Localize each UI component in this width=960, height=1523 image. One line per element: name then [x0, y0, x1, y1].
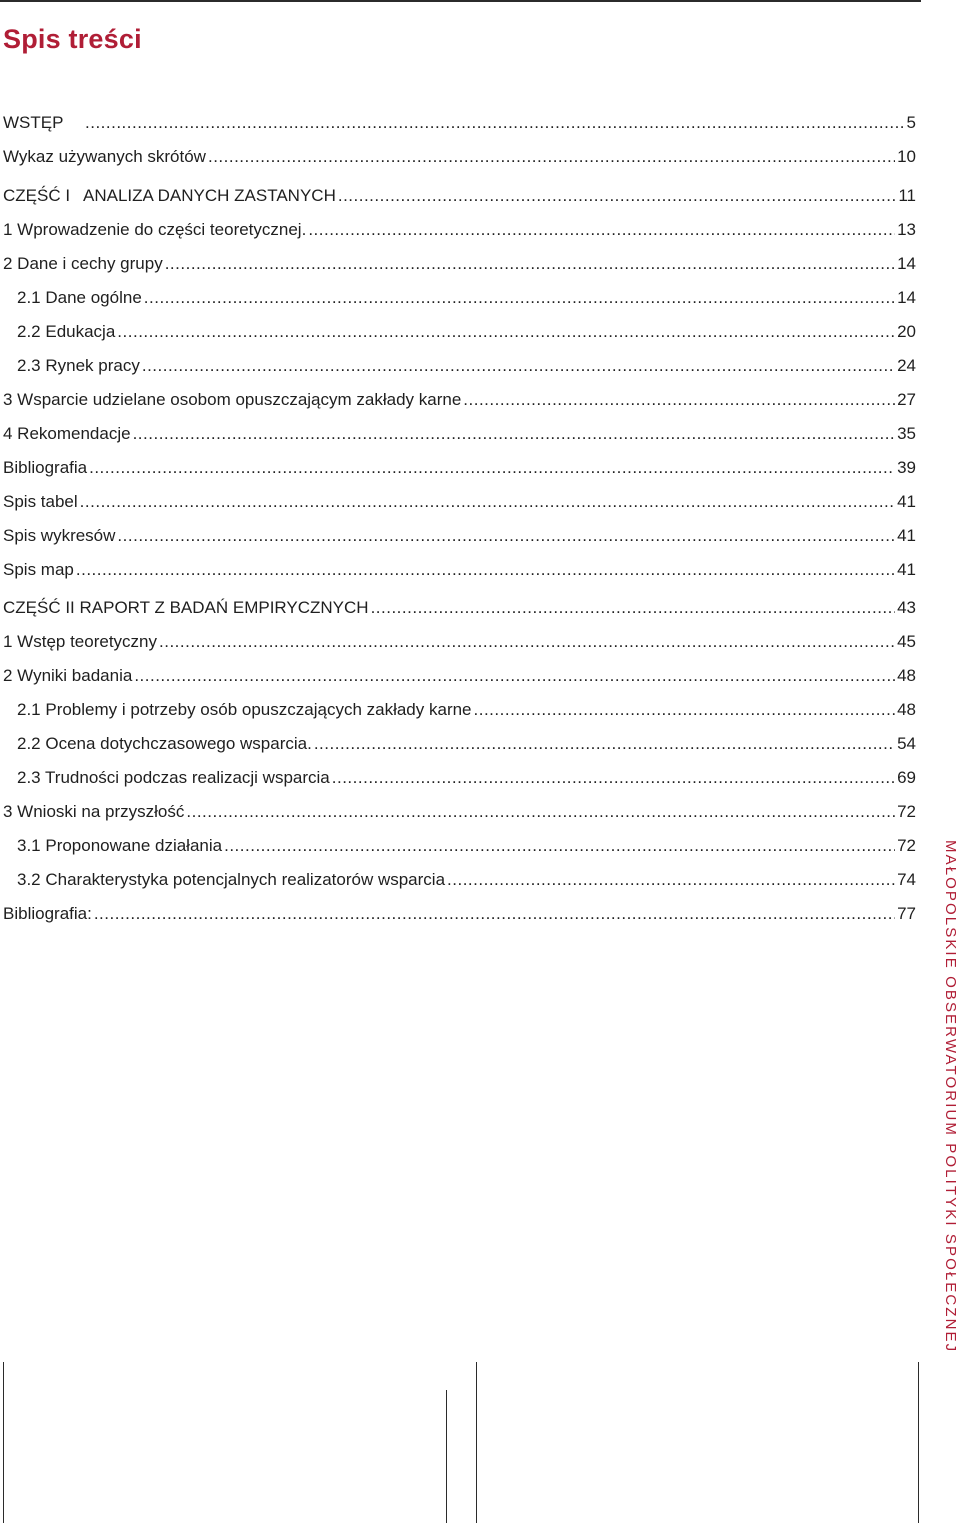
toc-entry-label	[17, 320, 115, 344]
toc-page-number: 41	[897, 492, 916, 511]
toc-dot-leader	[224, 834, 895, 858]
toc-entry-label	[17, 732, 312, 756]
toc-entry-text: 2.1 Dane ogólne	[17, 288, 142, 307]
toc-entry-label	[3, 800, 184, 824]
toc-dot-leader	[133, 422, 896, 446]
toc-dot-leader	[94, 902, 895, 926]
toc-entry[interactable]	[17, 732, 916, 756]
toc-entry-text: CZĘŚĆ II RAPORT Z BADAŃ EMPIRYCZNYCH	[3, 598, 369, 617]
toc-page-number: 45	[897, 632, 916, 651]
toc-page-number: 41	[897, 526, 916, 545]
toc-dot-leader	[117, 320, 895, 344]
toc-entry-label	[17, 766, 330, 790]
toc-entry-label	[3, 558, 74, 582]
toc-entry-label	[17, 698, 472, 722]
toc-dot-leader	[134, 664, 895, 688]
toc-entry[interactable]	[3, 630, 916, 654]
toc-dot-leader	[89, 456, 895, 480]
toc-entry[interactable]	[3, 800, 916, 824]
toc-entry-label	[3, 388, 461, 412]
toc-entry-text: 2.3 Trudności podczas realizacji wsparcia	[17, 768, 330, 787]
toc-dot-leader	[85, 111, 905, 135]
toc-entry-label	[3, 902, 92, 926]
toc-entry-text: 3 Wnioski na przyszłość	[3, 802, 185, 821]
toc-entry-label	[3, 111, 83, 135]
toc-dot-leader	[76, 558, 895, 582]
toc-entry[interactable]	[17, 320, 916, 344]
toc-page-number: 35	[897, 424, 916, 443]
toc-page-number: 74	[897, 870, 916, 889]
toc-dot-leader	[142, 354, 895, 378]
toc-entry[interactable]	[17, 698, 916, 722]
toc-page-number: 27	[897, 390, 916, 409]
toc-entry-label	[3, 184, 336, 208]
toc-dot-leader	[474, 698, 896, 722]
toc-entry[interactable]	[17, 834, 916, 858]
toc-entry-text: Spis map	[3, 560, 74, 579]
toc-entry[interactable]	[3, 218, 916, 242]
toc-dot-leader	[371, 596, 896, 620]
toc-entry-text: 3.2 Charakterystyka potencjalnych realizatorów wsparcia	[17, 870, 446, 889]
toc-entry-label	[3, 252, 163, 276]
toc-dot-leader	[332, 766, 895, 790]
toc-page-number: 5	[906, 113, 916, 132]
toc-entry[interactable]	[3, 596, 916, 620]
toc-entry[interactable]	[3, 422, 916, 446]
toc-entry-text: 2.3 Rynek pracy	[17, 356, 140, 375]
toc-entry-label	[17, 354, 140, 378]
toc-entry[interactable]	[17, 354, 916, 378]
toc-page-number: 13	[897, 220, 916, 239]
side-caption: MAŁOPOLSKIE OBSERWATORIUM POLITYKI SPOŁECZNEJ	[942, 840, 959, 1354]
toc-dot-leader	[463, 388, 895, 412]
toc-entry[interactable]	[17, 766, 916, 790]
toc-entry-label	[3, 664, 132, 688]
toc-entry-label	[17, 286, 142, 310]
toc-entry-label	[3, 422, 131, 446]
toc-dot-leader	[208, 145, 895, 169]
toc-page-number: 43	[897, 598, 916, 617]
toc-page-number: 14	[897, 254, 916, 273]
toc-entry-text: 1 Wprowadzenie do części teoretycznej.	[3, 220, 307, 239]
toc-entry-text: 4 Rekomendacje	[3, 424, 131, 443]
crop-mark-left	[3, 1362, 4, 1523]
toc-entry-label	[3, 490, 78, 514]
toc-entry[interactable]	[3, 664, 916, 688]
toc-page-number: 69	[897, 768, 916, 787]
toc-dot-leader	[80, 490, 895, 514]
toc-dot-leader	[338, 184, 897, 208]
toc-entry[interactable]	[3, 388, 916, 412]
toc-dot-leader	[314, 732, 895, 756]
toc-entry-text: ANALIZA DANYCH ZASTANYCH	[83, 186, 336, 205]
toc-dot-leader	[159, 630, 895, 654]
toc-entry-text: 2 Wyniki badania	[3, 666, 133, 685]
toc-entry[interactable]	[17, 286, 916, 310]
toc-dot-leader	[308, 218, 895, 242]
toc-page-number: 72	[897, 802, 916, 821]
crop-mark-left-inner	[446, 1390, 447, 1523]
toc-entry-label	[3, 630, 157, 654]
toc-entry-label	[17, 868, 445, 892]
toc-dot-leader	[117, 524, 895, 548]
toc-entry-label	[3, 218, 306, 242]
toc-page-number: 77	[897, 904, 916, 923]
toc-dot-leader	[144, 286, 895, 310]
page-title: Spis treści	[3, 24, 142, 54]
toc-page-number: 54	[897, 734, 916, 753]
toc-entry[interactable]	[3, 524, 916, 548]
toc-entry-label	[3, 456, 87, 480]
toc-entry[interactable]	[3, 902, 916, 926]
toc-entry-label	[17, 834, 222, 858]
toc-dot-leader	[186, 800, 895, 824]
toc-page-number: 14	[897, 288, 916, 307]
crop-mark-right	[918, 1362, 919, 1523]
table-of-contents	[3, 0, 916, 1000]
toc-entry-label	[3, 596, 369, 620]
toc-entry[interactable]	[3, 490, 916, 514]
toc-entry-prefix: CZĘŚĆ I	[3, 186, 71, 205]
toc-entry[interactable]	[3, 252, 916, 276]
toc-page-number: 24	[897, 356, 916, 375]
toc-entry[interactable]	[3, 145, 916, 169]
toc-entry-text: 2.2 Edukacja	[17, 322, 116, 341]
toc-entry-text: 2.1 Problemy i potrzeby osób opuszczających zakłady karne	[17, 700, 472, 719]
toc-page-number: 11	[898, 186, 916, 205]
toc-dot-leader	[165, 252, 895, 276]
toc-entry-text: Bibliografia:	[3, 904, 92, 923]
toc-page-number: 41	[897, 560, 916, 579]
toc-entry-text: Spis wykresów	[3, 526, 116, 545]
toc-entry-prefix: WSTĘP	[3, 113, 64, 132]
toc-entry[interactable]	[3, 184, 916, 208]
toc-entry-text: 2.2 Ocena dotychczasowego wsparcia.	[17, 734, 312, 753]
toc-entry[interactable]	[3, 558, 916, 582]
toc-page-number: 48	[897, 666, 916, 685]
toc-entry-text: Spis tabel	[3, 492, 78, 511]
toc-dot-leader	[447, 868, 895, 892]
toc-entry-text: 3.1 Proponowane działania	[17, 836, 223, 855]
toc-page-number: 10	[897, 147, 916, 166]
toc-entry-text: Wykaz używanych skrótów	[3, 147, 206, 166]
toc-entry[interactable]	[3, 111, 916, 135]
toc-page-number: 72	[897, 836, 916, 855]
toc-entry-text: Bibliografia	[3, 458, 88, 477]
toc-entry-label	[3, 524, 115, 548]
toc-page-number: 48	[897, 700, 916, 719]
toc-page-number: 39	[897, 458, 916, 477]
toc-page-number: 20	[897, 322, 916, 341]
toc-entry[interactable]	[3, 456, 916, 480]
toc-entry[interactable]	[17, 868, 916, 892]
toc-entry-text: 1 Wstęp teoretyczny	[3, 632, 158, 651]
crop-mark-center	[476, 1362, 477, 1523]
toc-entry-text: 3 Wsparcie udzielane osobom opuszczającym zakłady karne	[3, 390, 462, 409]
toc-entry-label	[3, 145, 206, 169]
toc-entry-text: 2 Dane i cechy grupy	[3, 254, 163, 273]
